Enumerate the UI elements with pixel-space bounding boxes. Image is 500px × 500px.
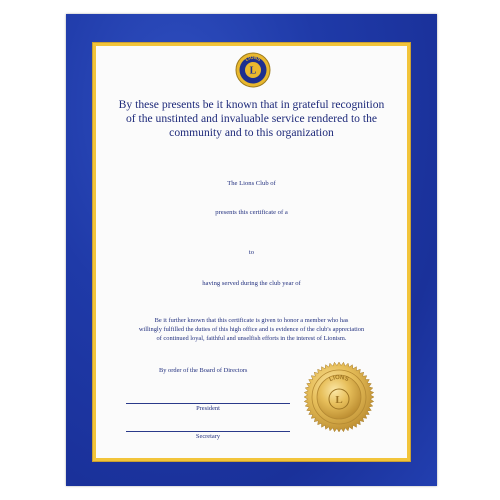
lions-emblem-icon <box>235 52 271 88</box>
certificate <box>66 14 437 486</box>
svg-text:L: L <box>335 394 343 406</box>
further-line: of continued loyal, faithful and unselfish efforts in the interest of Lionism. <box>156 335 347 342</box>
club-line: The Lions Club of <box>227 180 276 187</box>
secretary-signature-line <box>126 431 290 432</box>
president-label: President <box>196 405 220 412</box>
presents-line: presents this certificate of a <box>215 209 288 216</box>
further-line: willingly fulfilled the duties of this high office and is evidence of the club's appreciation <box>138 326 365 333</box>
secretary-label: Secretary <box>195 433 221 440</box>
certificate-paper <box>96 46 407 458</box>
gold-frame <box>92 42 411 462</box>
recognition-line: of the unstinted and invaluable service rendered to the <box>125 112 378 125</box>
to-line: to <box>248 249 255 256</box>
served-line: having served during the club year of <box>202 280 301 287</box>
recognition-text <box>96 98 407 140</box>
recognition-line: By these presents be it known that in grateful recognition <box>118 98 385 111</box>
president-signature-line <box>126 403 290 404</box>
seal-lettering: LIONS <box>328 374 350 384</box>
board-order-line: By order of the Board of Directors <box>159 367 248 374</box>
gold-seal-icon <box>303 361 375 433</box>
svg-text:L: L <box>249 65 257 77</box>
further-paragraph <box>96 316 407 343</box>
further-line: Be it further known that this certificate is given to honor a member who has <box>154 317 349 324</box>
recognition-line: community and to this organization <box>169 126 334 139</box>
emblem-lettering: LIONS <box>244 54 262 62</box>
